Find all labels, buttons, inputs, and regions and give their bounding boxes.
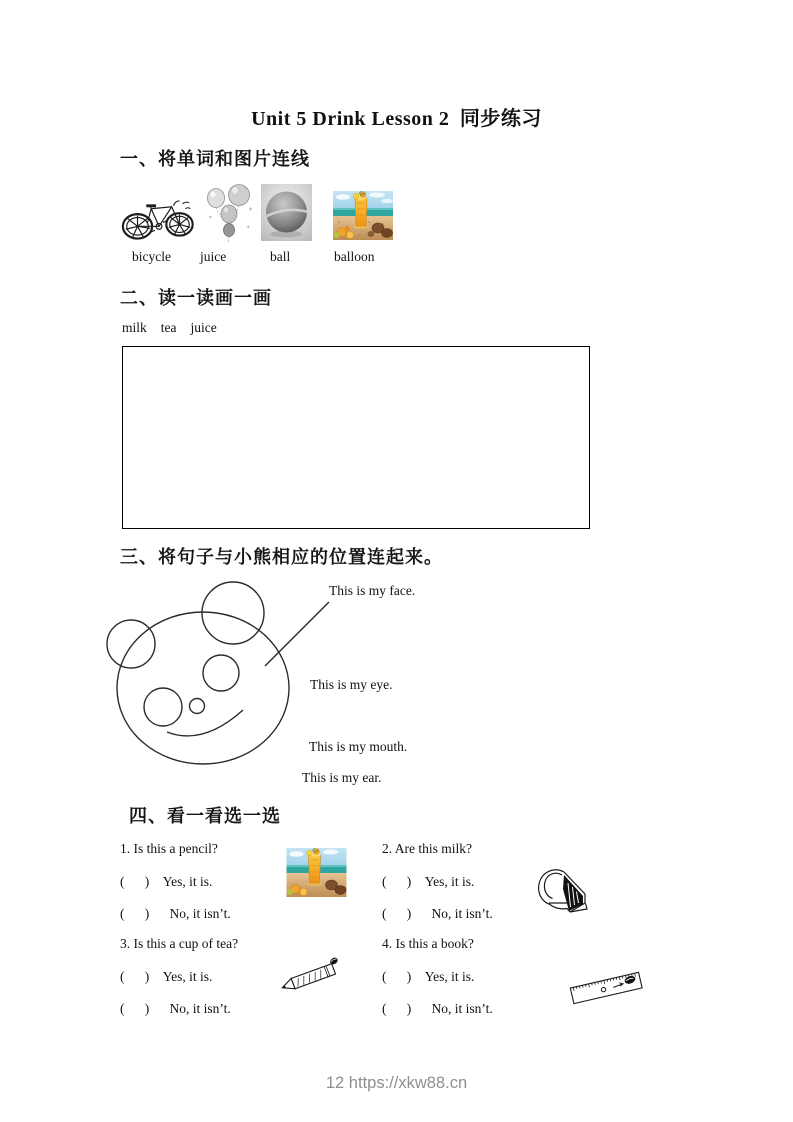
pencil-icon [277,957,345,997]
ruler-icon [567,961,645,1013]
page-footer: 12 https://xkw88.cn [325,1074,468,1092]
question-4-option-yes: ( ) Yes, it is. [382,968,475,984]
sharpener-icon [528,863,592,916]
question-4-prompt: 4. Is this a book? [382,936,474,951]
ball-icon [261,184,312,241]
question-2-option-no: ( ) No, it isn’t. [382,906,493,922]
question-2-option-yes: ( ) Yes, it is. [382,873,475,889]
question-1-image [283,848,350,897]
ball-image [261,184,312,241]
sentence-mouth: This is my mouth. [309,739,408,754]
question-4-image [567,961,645,1013]
balloons-icon [203,183,258,243]
section2-heading: 二、读一读画一画 [120,288,272,308]
question-3-image [277,957,345,997]
question-1 [120,841,310,922]
section3-heading: 三、将句子与小熊相应的位置连起来。 [120,547,443,567]
question-1-prompt: 1. Is this a pencil? [120,841,218,856]
question-4 [382,936,572,1017]
question-4-option-no: ( ) No, it isn’t. [382,1001,493,1017]
section4-heading: 四、看一看选一选 [129,806,281,826]
word-bank-tea: tea [160,320,177,335]
bicycle-icon [118,197,200,242]
page-title: Unit 5 Drink Lesson 2 同步练习 [251,108,542,130]
word-label-ball: ball [270,249,291,264]
question-1-option-no: ( ) No, it isn’t. [120,906,231,922]
sentence-face: This is my face. [329,583,416,598]
word-bank-milk: milk [122,320,147,335]
balloons-image [203,183,258,243]
word-bank-juice: juice [190,320,217,335]
juice-icon [283,848,350,897]
question-2-image [528,863,592,916]
sentence-eye: This is my eye. [310,677,393,692]
bear-face-icon [95,577,335,790]
word-label-balloon: balloon [334,249,375,264]
question-3-option-no: ( ) No, it isn’t. [120,1001,231,1017]
word-label-juice: juice [200,249,227,264]
word-label-bicycle: bicycle [132,249,171,264]
juice-image [333,191,393,240]
question-3-prompt: 3. Is this a cup of tea? [120,936,239,951]
bicycle-image [118,197,200,242]
sentence-ear: This is my ear. [302,770,382,785]
question-3-option-yes: ( ) Yes, it is. [120,968,213,984]
drawing-box [122,346,590,529]
juice-icon [333,191,393,240]
question-2-prompt: 2. Are this milk? [382,841,472,856]
question-1-option-yes: ( ) Yes, it is. [120,873,213,889]
section1-heading: 一、将单词和图片连线 [120,149,310,169]
connector-line [265,602,329,666]
bear-drawing [95,577,335,790]
word-bank [122,320,217,336]
